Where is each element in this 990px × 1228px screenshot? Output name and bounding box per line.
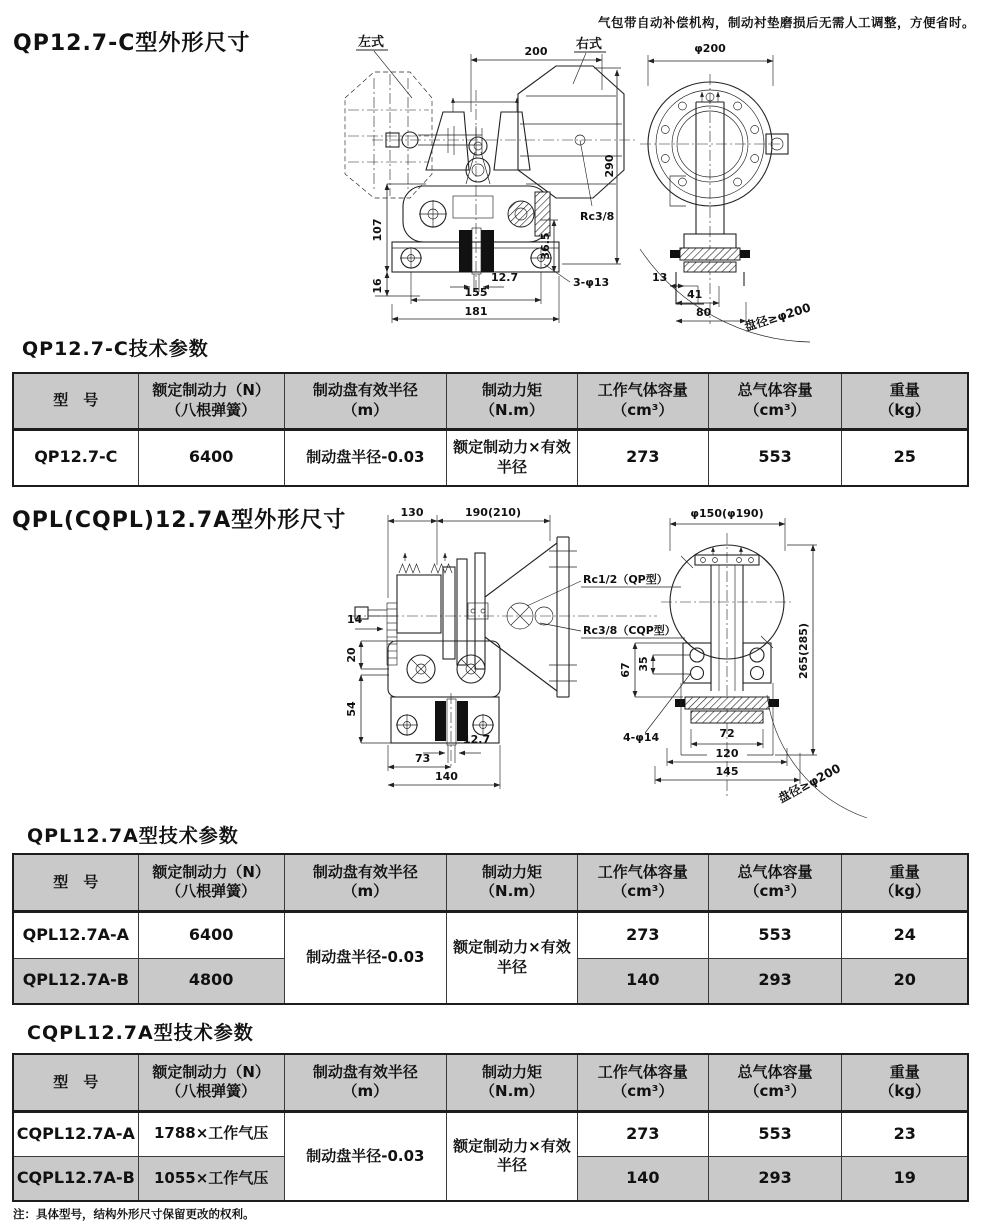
section-title-cqpl127a-specs: CQPL12.7A型技术参数 xyxy=(27,1022,254,1044)
dim-12-7: 12.7 xyxy=(463,733,491,746)
cell-force: 1788×工作气压 xyxy=(138,1111,284,1156)
cell-force: 6400 xyxy=(138,911,284,958)
cell-work-volume: 140 xyxy=(577,958,708,1004)
cell-torque-merged: 额定制动力×有效半径 xyxy=(447,911,578,1004)
table-row xyxy=(13,1111,968,1156)
cell-torque-merged: 额定制动力×有效半径 xyxy=(447,1111,578,1201)
cell-total-volume: 553 xyxy=(708,429,842,486)
table-qpl127a xyxy=(12,853,969,1005)
dim-12-7: 12.7 xyxy=(491,271,519,284)
section-title-qp127c-dimensions: QP12.7-C型外形尺寸 xyxy=(13,31,251,56)
dim-155: 155 xyxy=(464,286,488,299)
col-force: 额定制动力（N） （八根弹簧） xyxy=(138,373,284,429)
cell-weight: 20 xyxy=(842,958,968,1004)
dim-200: 200 xyxy=(524,45,548,58)
dim-145: 145 xyxy=(715,765,739,778)
side-view-flange xyxy=(640,42,812,342)
dim-16: 16 xyxy=(371,278,384,294)
col-work-volume: 工作气体容量 （cm³） xyxy=(577,854,708,911)
cell-model: QP12.7-C xyxy=(13,429,138,486)
cell-work-volume: 273 xyxy=(577,429,708,486)
dim-14: 14 xyxy=(347,613,363,626)
brake-pad-right xyxy=(481,230,494,272)
col-total-volume: 总气体容量 （cm³） xyxy=(708,373,842,429)
table-row xyxy=(13,911,968,958)
cell-radius-merged: 制动盘半径-0.03 xyxy=(284,1111,446,1201)
disc-diameter-note: 盘径≥φ200 xyxy=(775,761,843,806)
dim-holes-4xd14: 4-φ14 xyxy=(623,731,660,744)
thread-label-rc38: Rc3/8 xyxy=(580,210,615,223)
col-model: 型 号 xyxy=(13,854,138,911)
dim-72: 72 xyxy=(719,727,735,740)
col-model: 型 号 xyxy=(13,1054,138,1111)
col-force: 额定制动力（N） （八根弹簧） xyxy=(138,854,284,911)
col-total-volume: 总气体容量 （cm³） xyxy=(708,1054,842,1111)
col-torque: 制动力矩 （N.m） xyxy=(447,854,578,911)
dim-181: 181 xyxy=(464,305,488,318)
cell-model: QPL12.7A-A xyxy=(13,911,138,958)
table-cqpl127a xyxy=(12,1053,969,1202)
left-type-label: 左式 xyxy=(358,35,385,50)
dim-130: 130 xyxy=(400,506,424,519)
drawing-qp127c xyxy=(330,34,990,358)
col-work-volume: 工作气体容量 （cm³） xyxy=(577,373,708,429)
dim-290: 290 xyxy=(603,154,616,178)
dim-holes-3xd13: 3-φ13 xyxy=(573,276,610,289)
cell-force: 1055×工作气压 xyxy=(138,1156,284,1201)
col-torque: 制动力矩 （N.m） xyxy=(447,1054,578,1111)
cell-torque: 额定制动力×有效半径 xyxy=(447,429,578,486)
dim-flange-d150: φ150(φ190) xyxy=(690,507,764,520)
front-view-flange xyxy=(619,507,867,818)
col-weight: 重量 （kg） xyxy=(842,1054,968,1111)
disc-diameter-note: 盘径≥φ200 xyxy=(742,300,813,334)
cell-weight: 24 xyxy=(842,911,968,958)
top-feature-note: 气包带自动补偿机构，制动衬垫磨损后无需人工调整，方便省时。 xyxy=(598,15,976,30)
cell-total-volume: 293 xyxy=(708,958,842,1004)
cell-work-volume: 140 xyxy=(577,1156,708,1201)
cell-work-volume: 273 xyxy=(577,1111,708,1156)
header-row xyxy=(13,373,968,429)
cell-weight: 19 xyxy=(842,1156,968,1201)
dim-265-285: 265(285) xyxy=(797,623,810,679)
spring-pack-left xyxy=(399,564,420,573)
col-weight: 重量 （kg） xyxy=(842,854,968,911)
thread-label-qp: Rc1/2（QP型） xyxy=(583,573,668,586)
drawing-qpl127a xyxy=(335,503,990,821)
cell-radius-merged: 制动盘半径-0.03 xyxy=(284,911,446,1004)
cell-total-volume: 553 xyxy=(708,911,842,958)
cell-model: CQPL12.7A-A xyxy=(13,1111,138,1156)
cell-weight: 25 xyxy=(842,429,968,486)
cell-weight: 23 xyxy=(842,1111,968,1156)
dim-120: 120 xyxy=(715,747,739,760)
col-torque: 制动力矩 （N.m） xyxy=(447,373,578,429)
col-radius: 制动盘有效半径 （m） xyxy=(284,373,446,429)
dim-41: 41 xyxy=(687,288,703,301)
dim-140: 140 xyxy=(435,770,458,783)
dim-54: 54 xyxy=(345,701,358,717)
header-row xyxy=(13,1054,968,1111)
section-title-qpl127a-specs: QPL12.7A型技术参数 xyxy=(27,825,239,847)
dim-67: 67 xyxy=(619,662,632,678)
cell-force: 4800 xyxy=(138,958,284,1004)
col-radius: 制动盘有效半径 （m） xyxy=(284,854,446,911)
dim-190-210: 190(210) xyxy=(465,506,521,519)
cell-work-volume: 273 xyxy=(577,911,708,958)
dim-35: 35 xyxy=(637,656,650,672)
col-weight: 重量 （kg） xyxy=(842,373,968,429)
thread-label-cqp: Rc3/8（CQP型） xyxy=(583,624,676,637)
right-type-label: 右式 xyxy=(576,37,603,52)
cell-total-volume: 293 xyxy=(708,1156,842,1201)
dim-36-5: 36.5 xyxy=(539,232,552,260)
footer-note: 注：具体型号，结构外形尺寸保留更改的权利。 xyxy=(13,1207,255,1221)
table-qp127c xyxy=(12,372,969,487)
dim-13: 13 xyxy=(652,271,668,284)
cell-total-volume: 553 xyxy=(708,1111,842,1156)
section-title-qp127c-specs: QP12.7-C技术参数 xyxy=(22,338,209,360)
section-title-qpl127a-dimensions: QPL(CQPL)12.7A型外形尺寸 xyxy=(12,508,347,533)
cell-radius: 制动盘半径-0.03 xyxy=(284,429,446,486)
table-row xyxy=(13,429,968,486)
cell-model: QPL12.7A-B xyxy=(13,958,138,1004)
col-radius: 制动盘有效半径 （m） xyxy=(284,1054,446,1111)
dim-73: 73 xyxy=(415,752,431,765)
col-force: 额定制动力（N） （八根弹簧） xyxy=(138,1054,284,1111)
spring-pack-right xyxy=(431,564,452,573)
col-work-volume: 工作气体容量 （cm³） xyxy=(577,1054,708,1111)
brake-pad-left xyxy=(435,701,446,741)
front-view-caliper xyxy=(345,34,635,323)
dim-20: 20 xyxy=(345,647,358,663)
side-view-caliper xyxy=(345,506,685,789)
brake-pad-left xyxy=(459,230,472,272)
cell-force: 6400 xyxy=(138,429,284,486)
col-total-volume: 总气体容量 （cm³） xyxy=(708,854,842,911)
cell-model: CQPL12.7A-B xyxy=(13,1156,138,1201)
dim-flange-d200: φ200 xyxy=(694,42,726,55)
header-row xyxy=(13,854,968,911)
dim-107: 107 xyxy=(371,218,384,242)
dim-80: 80 xyxy=(696,306,712,319)
col-model: 型 号 xyxy=(13,373,138,429)
